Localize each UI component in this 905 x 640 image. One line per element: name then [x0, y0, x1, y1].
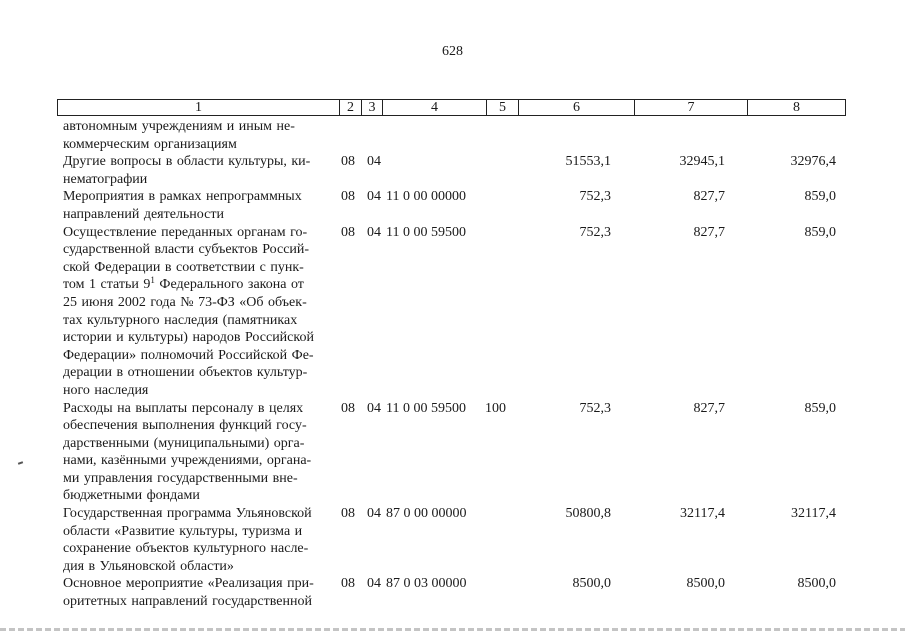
row-value-6: 752,3: [579, 400, 611, 416]
row-target-code: 87 0 03 00000: [386, 576, 467, 592]
row-target-code: 11 0 00 59500: [386, 400, 466, 416]
row-value-8: 8500,0: [797, 576, 836, 592]
scan-edge-artifact: [0, 628, 905, 631]
table-row: [63, 118, 863, 153]
row-name: Основное мероприятие «Реализация при- оритетных направлений государственной: [63, 576, 314, 610]
row-subsection: 04: [367, 189, 381, 205]
row-value-6: [511, 118, 624, 153]
row-value-8: 859,0: [804, 224, 836, 240]
row-value-6: 51553,1: [565, 154, 611, 170]
row-subsection: 04: [367, 224, 381, 240]
table-row: [63, 575, 863, 610]
row-name: Другие вопросы в области культуры, ки- нематографии: [63, 154, 311, 187]
header-col-4: 4: [383, 100, 487, 115]
row-value-8: 32117,4: [791, 506, 836, 522]
row-value-7: 8500,0: [686, 576, 725, 592]
row-value-6: 50800,8: [565, 506, 611, 522]
row-name-part: Федерального закона от 25 июня 2002 года № 73-ФЗ «Об объек- тах культурного наследия (памятниках истории и культуры) народов Российской Федерации» полномочий Российской Фе- дерации в отношении объектов культур- ного наследия: [63, 277, 314, 398]
scan-artifact: [18, 461, 23, 465]
row-subsection: [363, 118, 385, 153]
superscript: 1: [150, 275, 155, 286]
row-expense-type: [485, 188, 511, 223]
row-subsection: 04: [367, 506, 381, 522]
row-value-7: 827,7: [693, 189, 725, 205]
row-value-8: 859,0: [804, 189, 836, 205]
table-row: [63, 505, 863, 575]
header-col-3: 3: [362, 100, 383, 115]
row-section: 08: [341, 189, 355, 205]
row-name-part: Осуществление переданных органам го- сударственной власти субъектов Россий- ской Федерации в соответствии с пунк- том 1 статьи 9: [63, 224, 310, 293]
table-body: [63, 118, 863, 611]
row-name: Мероприятия в рамках непрограммных направлений деятельности: [63, 189, 302, 222]
row-expense-type: [485, 118, 511, 153]
table-row: [63, 153, 863, 188]
row-section: [333, 118, 363, 153]
row-subsection: 04: [367, 154, 381, 170]
row-target-code: [385, 118, 485, 153]
row-section: 08: [341, 506, 355, 522]
row-section: 08: [341, 224, 355, 240]
table-row: [63, 188, 863, 223]
row-name: [63, 224, 333, 400]
row-target-code: 11 0 00 59500: [386, 224, 466, 240]
row-name: Государственная программа Ульяновской области «Развитие культуры, туризма и сохранение объектов культурного насле- дия в Ульяновской области»: [63, 506, 312, 574]
row-target-code: 11 0 00 00000: [386, 189, 466, 205]
header-col-5: 5: [487, 100, 519, 115]
row-expense-type: [485, 575, 511, 610]
row-section: 08: [341, 154, 355, 170]
row-expense-type: [485, 505, 511, 575]
row-target-code: 87 0 00 00000: [386, 506, 467, 522]
header-col-1: 1: [58, 100, 340, 115]
table-header: [57, 99, 846, 116]
row-expense-type: 100: [485, 400, 506, 416]
row-name: автономным учреждениям и иным не- коммерческим организациям: [63, 119, 295, 152]
header-col-2: 2: [340, 100, 362, 115]
row-value-7: 827,7: [693, 224, 725, 240]
row-section: 08: [341, 576, 355, 592]
row-value-7: 32945,1: [679, 154, 725, 170]
row-value-6: 8500,0: [572, 576, 611, 592]
row-subsection: 04: [367, 400, 381, 416]
header-col-6: 6: [519, 100, 635, 115]
row-value-7: [624, 118, 737, 153]
table-row: [63, 400, 863, 506]
header-col-7: 7: [635, 100, 748, 115]
row-expense-type: [485, 153, 511, 188]
row-value-6: 752,3: [579, 189, 611, 205]
row-name: Расходы на выплаты персоналу в целях обеспечения выполнения функций госу- дарственными (муниципальными) орга- нами, казёнными учреждениями, органа- ми управления государственными вне- бюджетными фондами: [63, 400, 312, 504]
page-number: 628: [442, 44, 463, 59]
row-value-8: 859,0: [804, 400, 836, 416]
row-target-code: [385, 153, 485, 188]
row-expense-type: [485, 224, 511, 400]
table-row: [63, 224, 863, 400]
row-section: 08: [341, 400, 355, 416]
row-value-8: 32976,4: [790, 154, 836, 170]
row-value-8: [737, 118, 842, 153]
row-value-6: 752,3: [579, 224, 611, 240]
row-subsection: 04: [367, 576, 381, 592]
header-col-8: 8: [793, 99, 800, 115]
row-value-7: 32117,4: [680, 506, 725, 522]
row-value-7: 827,7: [693, 400, 725, 416]
